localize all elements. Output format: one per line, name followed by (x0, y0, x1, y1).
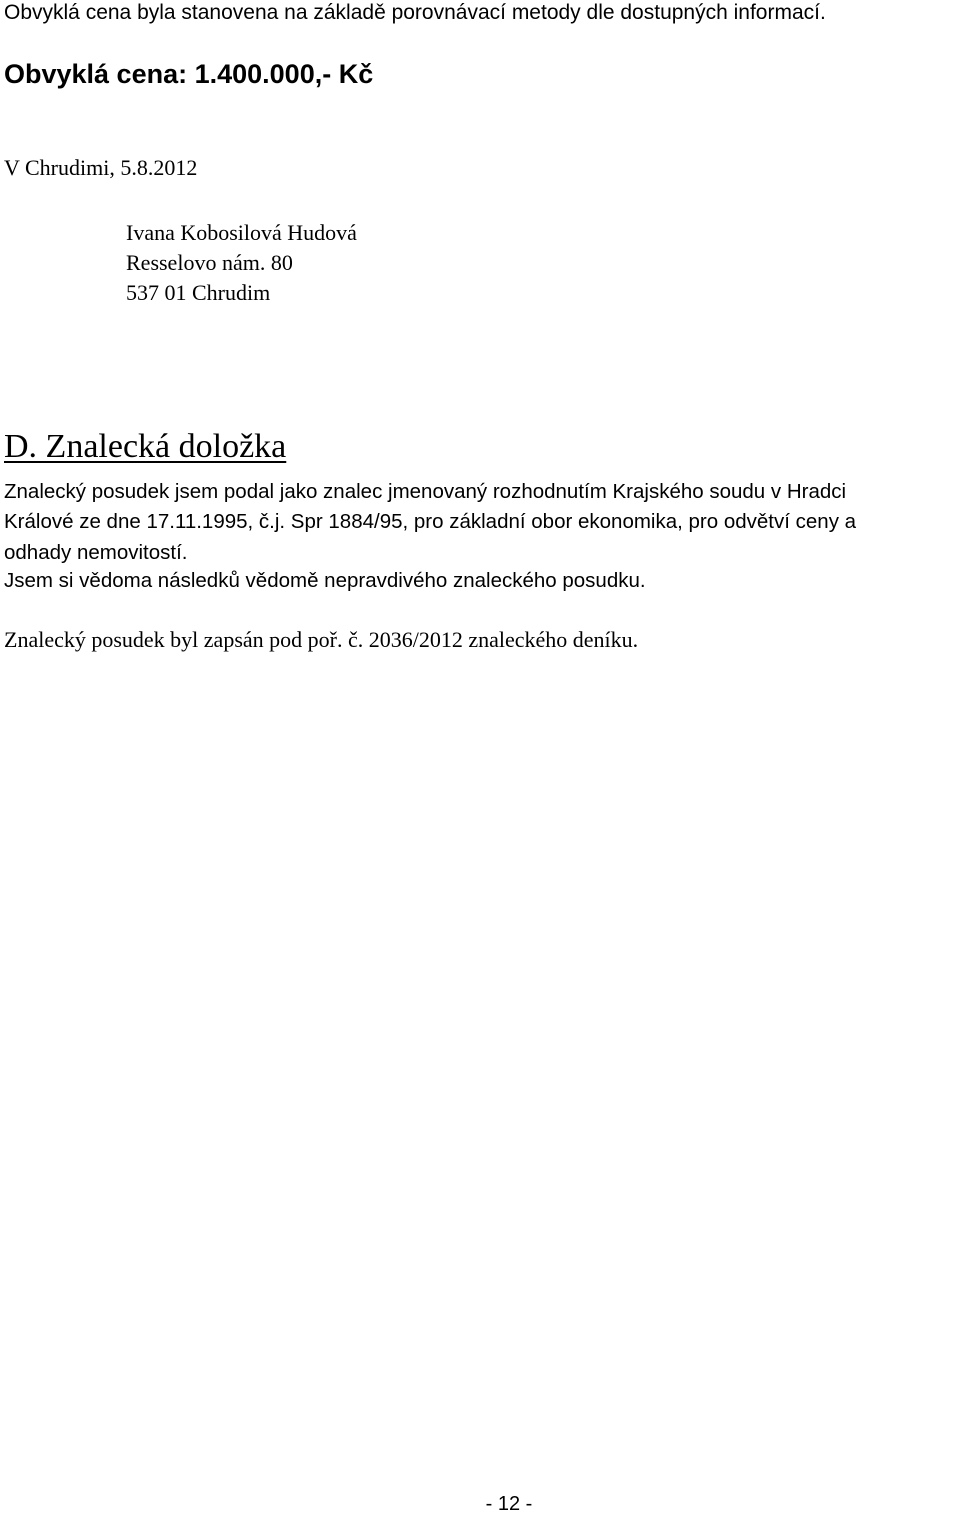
street-address: Resselovo nám. 80 (126, 250, 293, 275)
clause-line: Králové ze dne 17.11.1995, č.j. Spr 1884/95, pro základní obor ekonomika, pro odvětví ceny a (4, 510, 857, 533)
expert-name: Ivana Kobosilová Hudová (126, 220, 357, 245)
clause-line: Jsem si vědoma následků vědomě nepravdivého znaleckého posudku. (4, 569, 646, 592)
valuation-basis-text: Obvyklá cena byla stanovena na základě porovnávací metody dle dostupných informací. (4, 1, 826, 24)
postal-city: 537 01 Chrudim (126, 280, 271, 305)
clause-line: Znalecký posudek jsem podal jako znalec jmenovaný rozhodnutím Krajského soudu v Hradci (4, 480, 847, 503)
place-date-text: V Chrudimi, 5.8.2012 (4, 155, 198, 180)
clause-line: odhady nemovitostí. (4, 541, 188, 564)
valuation-price-text: Obvyklá cena: 1.400.000,- Kč (4, 59, 374, 89)
registry-text: Znalecký posudek byl zapsán pod poř. č. 2036/2012 znaleckého deníku. (4, 627, 639, 652)
section-heading: D. Znalecká doložka (4, 428, 287, 465)
page-number: - 12 - (485, 1493, 533, 1515)
